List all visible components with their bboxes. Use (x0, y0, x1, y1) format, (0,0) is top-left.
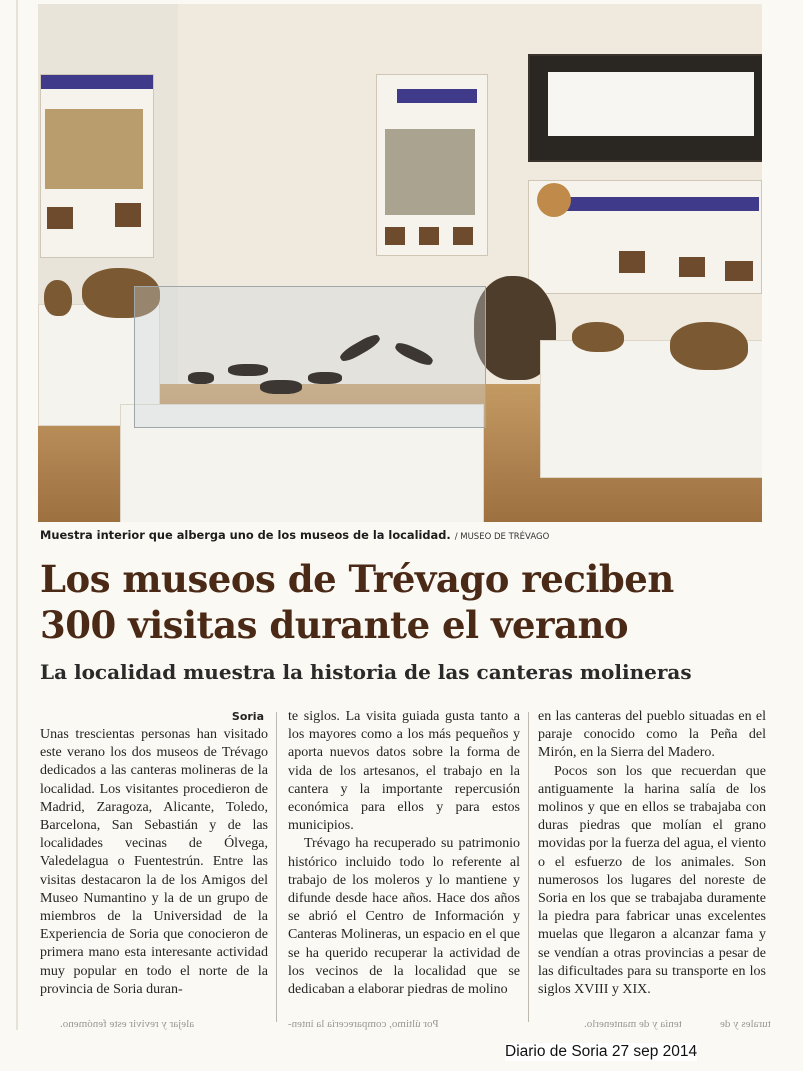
window (528, 54, 762, 162)
paragraph: Trévago ha recuperado su patrimonio histórico incluido todo lo referente al trabajo de los moleros y lo mantiene y difunde desde hace años. Hace dos años se abrió el Centro de Información y Canteras Molineras, un espacio en el que se ha querido recuperar la actividad de los vecinos de la localidad que se dedicaban a elaborar piedras de molino (288, 836, 520, 998)
article-column-1 (40, 708, 268, 999)
article-column-3 (538, 708, 766, 999)
subheadline: La localidad muestra la historia de las canteras molineras (40, 660, 692, 684)
tool-artifact (188, 372, 214, 384)
bleed-through-text: alejar y revivir este fenómeno. (60, 1018, 195, 1030)
exhibit-panel-left (40, 74, 154, 258)
panel-strip (559, 197, 759, 211)
panel-strip (397, 89, 477, 103)
caption-text: Muestra interior que alberga uno de los museos de la localidad. (40, 528, 451, 542)
page-fold (16, 0, 18, 1030)
window-glass (548, 72, 754, 136)
millstone (44, 280, 72, 316)
exhibit-panel-right (528, 180, 762, 294)
panel-thumbnail (619, 251, 645, 273)
paragraph: en las canteras del pueblo situadas en el paraje conocido como la Peña del Mirón, en la Sierra del Madero. (538, 709, 766, 761)
panel-thumbnail (725, 261, 753, 281)
headline-line-1: Los museos de Trévago reciben (40, 557, 674, 601)
article-column-2 (288, 708, 520, 999)
tool-artifact (228, 364, 268, 376)
tool-artifact (308, 372, 342, 384)
paragraph: te siglos. La visita guiada gusta tanto a los mayores como a los más pequeños y aporta nuevos datos sobre la forma de vida de los artesanos, el trabajo en la cantera y la importante repercusión económica para ellos y para estos municipios. (288, 709, 520, 834)
panel-strip (41, 75, 153, 89)
panel-thumbnail (679, 257, 705, 277)
column-rule (276, 712, 277, 1022)
tool-artifact (260, 380, 302, 394)
panel-thumbnail (419, 227, 439, 245)
millstone (670, 322, 748, 370)
panel-illustration (45, 109, 143, 189)
bleed-through-text: Por último, comparecería la inten- (288, 1018, 439, 1030)
source-label: Diario de Soria 27 sep 2014 (505, 1043, 698, 1060)
millstone (572, 322, 624, 352)
exhibit-panel-center (376, 74, 488, 256)
paragraph: Unas trescientas personas han visitado este verano los dos museos de Trévago dedicados a las canteras molineras de la localidad. Los visitantes procedieron de Madrid, Zaragoza, Alicante, Toledo, Barcelona, San Sebastián y de las localidades vecinas de Ólvega, Valedelagua o Fuentestrún. Entre las visitas destacaron la de los Amigos del Museo Numantino y la de un grupo de miembros de la Universidad de la Experiencia de Soria que conocieron de primera mano esta interesante actividad muy popular en todo el norte de la provincia de Soria duran- (40, 727, 268, 997)
glass-display-case (134, 286, 486, 428)
bleed-through-text: turales y de (720, 1018, 771, 1030)
panel-thumbnail (385, 227, 405, 245)
column-rule (528, 712, 529, 1022)
bleed-through-text: tenía y de mantenerlo. (584, 1018, 682, 1030)
dateline: Soria (231, 710, 264, 723)
panel-illustration (385, 129, 475, 215)
museum-photo (38, 4, 762, 522)
headline-line-2: 300 visitas durante el verano (40, 603, 629, 647)
paragraph: Pocos son los que recuerdan que antiguamente la harina salía de los molinos y que en ellos se trabajaba con duras piedras que molían el grano movidas por la fuerza del agua, el viento o el esfuerzo de los animales. Son numerosos los lugares del noreste de Soria en los que se trabajaba duramente la piedra para fabricar unas excelentes muelas que llegaron a alcanzar fama y se vendían a otras provincias a pesar de las dificultades para su transporte en los siglos XVIII y XIX. (538, 763, 766, 998)
headline (40, 556, 780, 648)
millstone-illustration (537, 183, 571, 217)
panel-thumbnail (115, 203, 141, 227)
photo-credit: / MUSEO DE TRÉVAGO (454, 532, 550, 542)
panel-thumbnail (47, 207, 73, 229)
panel-thumbnail (453, 227, 473, 245)
photo-caption (40, 528, 760, 542)
